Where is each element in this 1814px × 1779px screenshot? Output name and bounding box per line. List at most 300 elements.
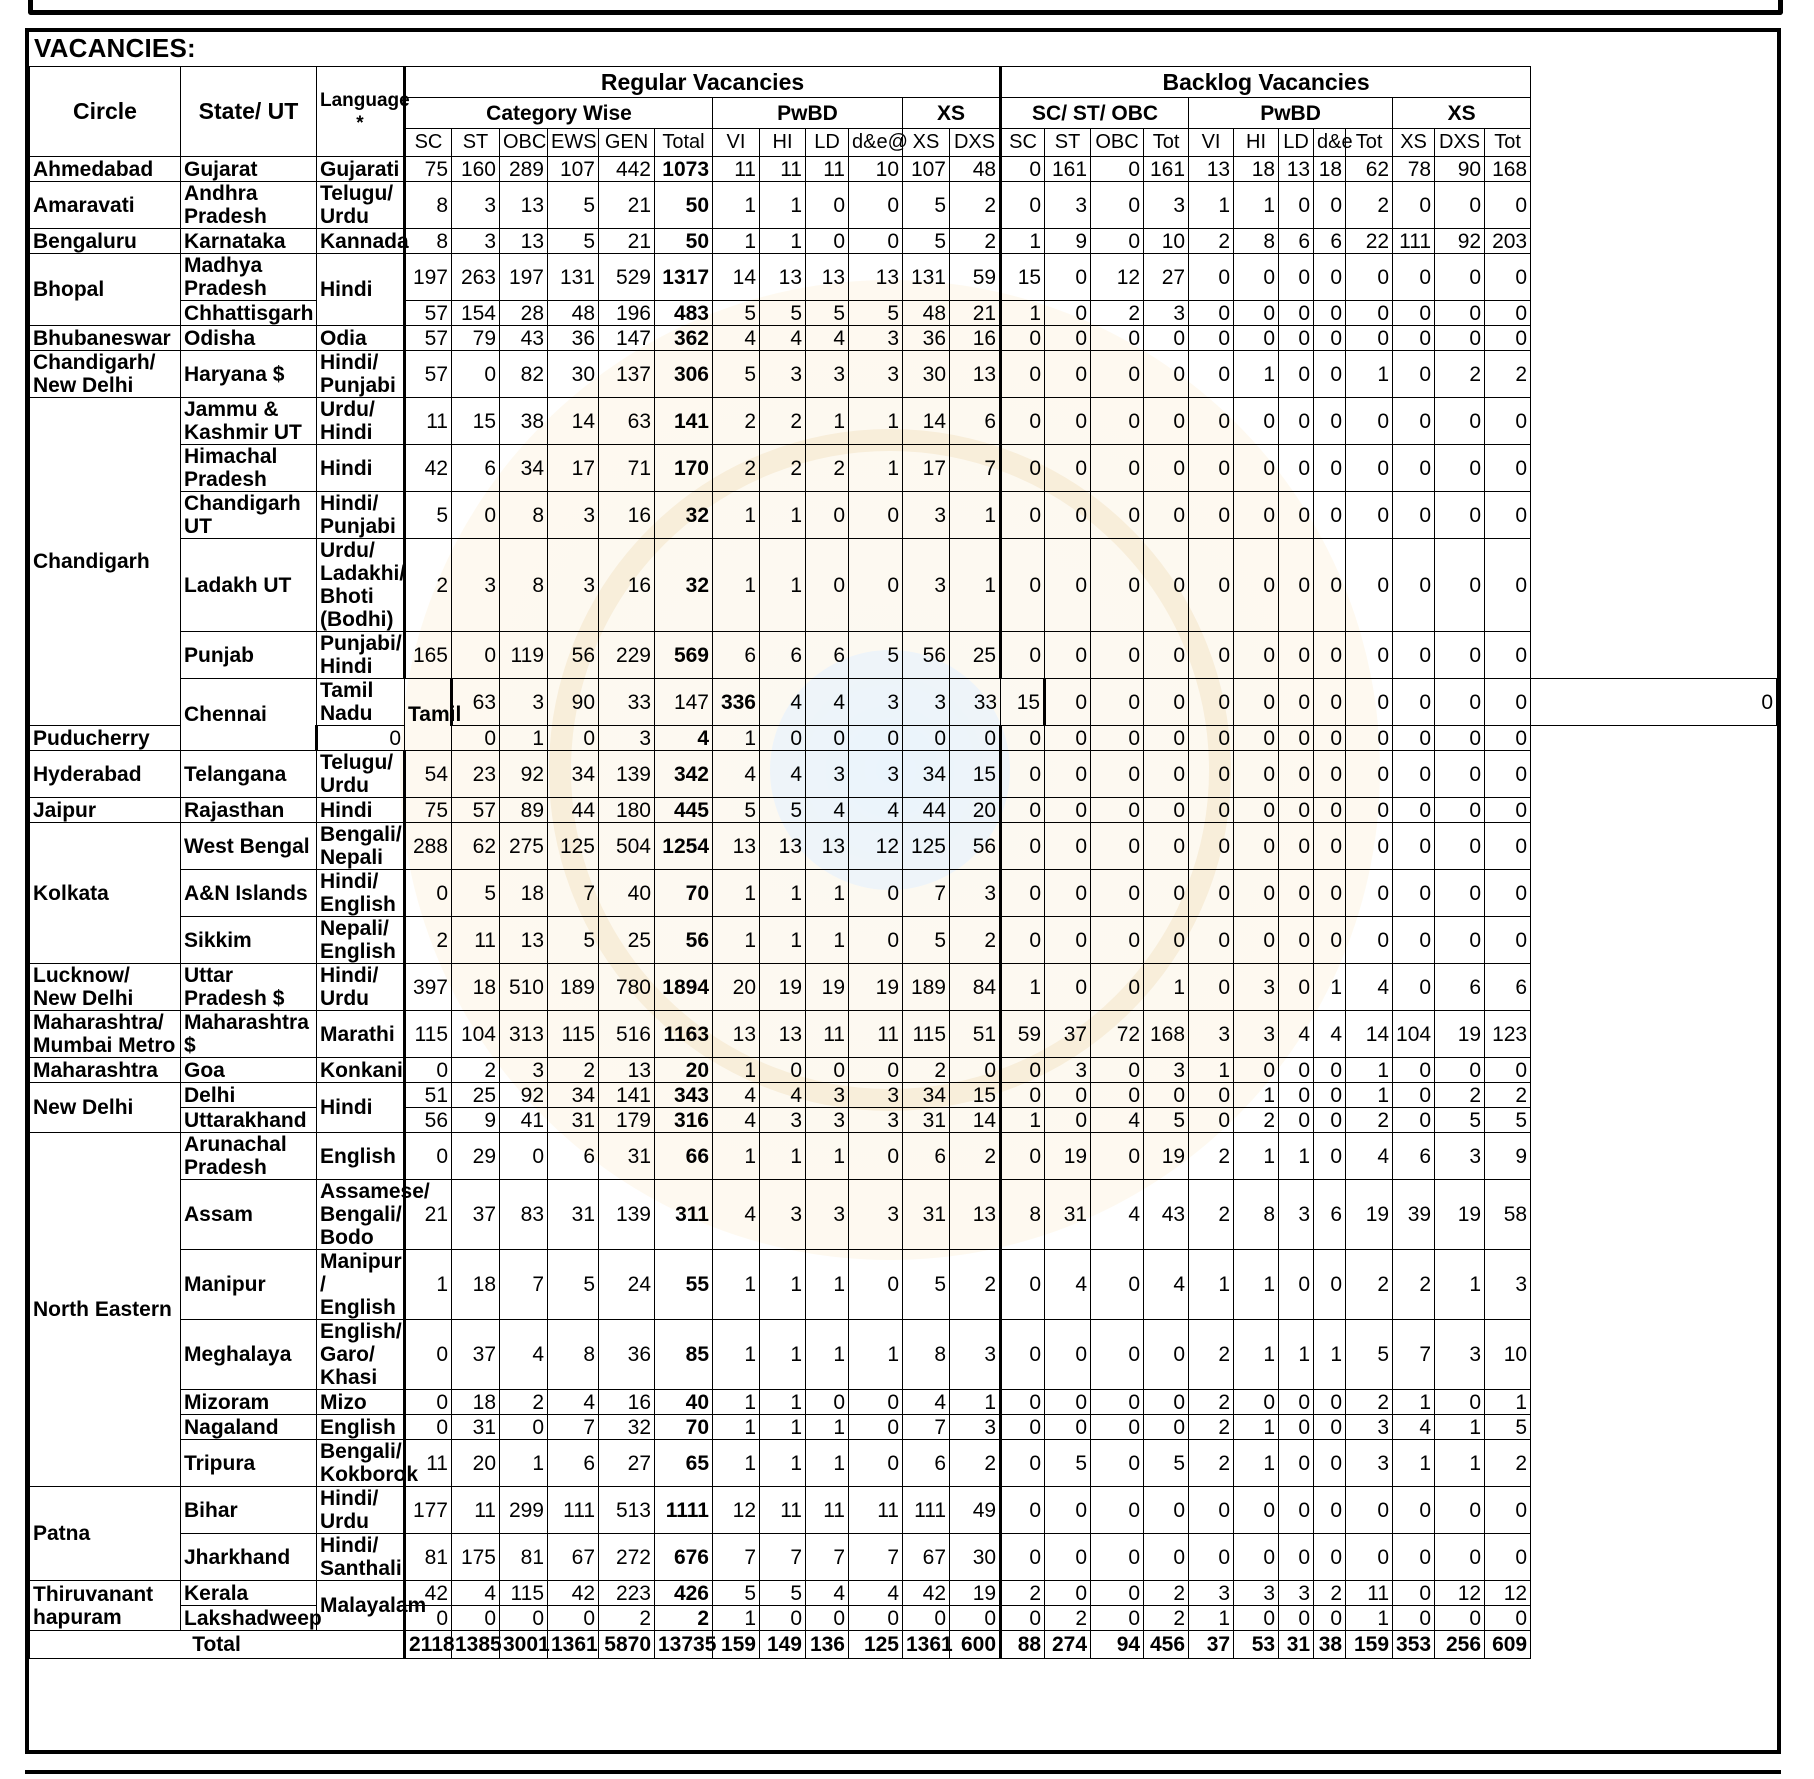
value-cell: 7	[806, 1534, 849, 1581]
table-row	[30, 1133, 1777, 1180]
value-cell: 28	[500, 301, 548, 326]
value-cell: 0	[1001, 182, 1045, 229]
value-cell: 7	[548, 1415, 599, 1440]
value-cell: 5	[1485, 1108, 1531, 1133]
value-cell: 8	[1234, 1180, 1279, 1250]
value-cell: 36	[548, 326, 599, 351]
value-cell: 42	[548, 1581, 599, 1606]
value-cell: 5	[1346, 1320, 1393, 1390]
value-cell: 0	[849, 1440, 903, 1487]
col-header: XS	[903, 129, 950, 157]
value-cell: 0	[1001, 1487, 1045, 1534]
value-cell: 18	[452, 1390, 500, 1415]
value-cell: 14	[950, 1108, 1001, 1133]
value-cell: 9	[452, 1108, 500, 1133]
value-cell: 14	[713, 254, 760, 301]
value-cell: 0	[1144, 1083, 1189, 1108]
value-cell: 9	[1045, 229, 1091, 254]
value-cell: 0	[500, 1415, 548, 1440]
value-cell: 0	[1279, 445, 1314, 492]
value-cell: 0	[500, 1606, 548, 1631]
state-cell: Tamil Nadu	[317, 679, 405, 726]
value-cell: 4	[806, 798, 849, 823]
total-value-cell: 2118	[405, 1631, 452, 1659]
col-header: LD	[1279, 129, 1314, 157]
value-cell: 1	[1346, 1083, 1393, 1108]
value-cell: 16	[599, 539, 655, 632]
value-cell: 19	[806, 964, 849, 1011]
value-cell: 2	[1189, 229, 1234, 254]
value-cell: 19	[1435, 1180, 1485, 1250]
value-cell: 0	[1314, 1083, 1346, 1108]
value-cell: 0	[1001, 326, 1045, 351]
value-cell: 0	[1144, 1415, 1189, 1440]
value-cell: 0	[1001, 539, 1045, 632]
value-cell: 0	[1091, 157, 1144, 182]
language-cell: Hindi	[317, 254, 405, 326]
col-header: SC	[1001, 129, 1045, 157]
value-cell: 0	[1189, 301, 1234, 326]
value-cell: 41	[500, 1108, 548, 1133]
value-cell: 54	[405, 751, 452, 798]
value-cell: 3	[1234, 1581, 1279, 1606]
value-cell: 0	[1045, 398, 1091, 445]
value-cell: 0	[1144, 870, 1189, 917]
col-header: GEN	[599, 129, 655, 157]
col-header: Tot	[1346, 129, 1393, 157]
value-cell: 9	[1485, 1133, 1531, 1180]
value-cell: 0	[1314, 798, 1346, 823]
state-cell: Lakshadweep	[181, 1606, 317, 1631]
value-cell: 2	[1045, 1606, 1091, 1631]
value-cell: 0	[1279, 870, 1314, 917]
value-cell: 0	[1314, 823, 1346, 870]
value-cell: 0	[1279, 726, 1314, 751]
value-cell: 21	[950, 301, 1001, 326]
value-cell: 57	[405, 351, 452, 398]
value-cell: 0	[950, 1058, 1001, 1083]
value-cell: 3	[849, 1083, 903, 1108]
value-cell: 0	[1393, 1534, 1435, 1581]
value-cell: 4	[713, 751, 760, 798]
value-cell: 0	[1314, 1415, 1346, 1440]
value-cell: 0	[405, 1390, 452, 1415]
value-cell: 111	[1393, 229, 1435, 254]
col-header: SC	[405, 129, 452, 157]
value-cell: 5	[548, 182, 599, 229]
value-cell: 31	[548, 1108, 599, 1133]
total-value-cell: 159	[713, 1631, 760, 1659]
value-cell: 139	[599, 1180, 655, 1250]
value-cell: 1	[849, 398, 903, 445]
value-cell: 1	[1435, 1250, 1485, 1320]
value-cell: 56	[405, 1108, 452, 1133]
value-cell: 362	[655, 326, 713, 351]
value-cell: 0	[1234, 917, 1279, 964]
value-cell: 2	[405, 539, 452, 632]
value-cell: 0	[1234, 823, 1279, 870]
language-cell: Hindi/ English	[317, 870, 405, 917]
table-row	[30, 1058, 1777, 1083]
value-cell: 63	[452, 679, 500, 726]
value-cell: 0	[1091, 1133, 1144, 1180]
value-cell: 0	[1435, 726, 1485, 751]
value-cell: 0	[1393, 798, 1435, 823]
value-cell: 17	[548, 445, 599, 492]
value-cell: 34	[548, 751, 599, 798]
value-cell: 4	[1091, 1108, 1144, 1133]
state-cell: Maharashtra $	[181, 1011, 317, 1058]
value-cell: 2	[760, 445, 806, 492]
value-cell: 0	[1393, 1108, 1435, 1133]
value-cell: 11	[806, 157, 849, 182]
value-cell: 0	[1393, 1606, 1435, 1631]
table-row	[30, 1320, 1777, 1390]
value-cell: 0	[1485, 398, 1531, 445]
value-cell: 0	[452, 1606, 500, 1631]
value-cell: 299	[500, 1487, 548, 1534]
value-cell: 12	[1485, 1581, 1531, 1606]
value-cell: 6	[713, 632, 760, 679]
value-cell: 39	[1393, 1180, 1435, 1250]
table-row	[30, 492, 1777, 539]
value-cell: 1	[713, 1606, 760, 1631]
value-cell: 5	[548, 229, 599, 254]
value-cell: 0	[1346, 492, 1393, 539]
value-cell: 3	[1346, 1440, 1393, 1487]
col-header: EWS	[548, 129, 599, 157]
value-cell: 1	[760, 229, 806, 254]
value-cell: 1	[806, 917, 849, 964]
value-cell: 0	[1091, 1487, 1144, 1534]
value-cell: 3	[950, 1320, 1001, 1390]
value-cell: 0	[1485, 492, 1531, 539]
value-cell: 336	[713, 679, 760, 726]
value-cell: 18	[452, 1250, 500, 1320]
value-cell: 84	[950, 964, 1001, 1011]
value-cell: 13	[599, 1058, 655, 1083]
value-cell: 1	[1001, 229, 1045, 254]
header-regular-vacancies: Regular Vacancies	[405, 67, 1001, 98]
value-cell: 13	[713, 1011, 760, 1058]
value-cell: 13	[1279, 157, 1314, 182]
value-cell: 197	[405, 254, 452, 301]
value-cell: 0	[1189, 823, 1234, 870]
table-row	[30, 182, 1777, 229]
total-value-cell: 94	[1091, 1631, 1144, 1659]
value-cell: 4	[500, 1320, 548, 1390]
value-cell: 342	[655, 751, 713, 798]
value-cell: 676	[655, 1534, 713, 1581]
table-row	[30, 445, 1777, 492]
value-cell: 0	[1314, 254, 1346, 301]
value-cell: 0	[317, 726, 405, 751]
value-cell: 5	[1144, 1440, 1189, 1487]
col-header: HI	[760, 129, 806, 157]
value-cell: 0	[1314, 539, 1346, 632]
value-cell: 2	[1189, 1440, 1234, 1487]
value-cell: 0	[1045, 1534, 1091, 1581]
circle-cell: North Eastern	[30, 1133, 181, 1487]
value-cell: 3	[849, 751, 903, 798]
table-row	[30, 1487, 1777, 1534]
value-cell: 0	[1045, 351, 1091, 398]
col-header: Tot	[1144, 129, 1189, 157]
value-cell: 0	[1435, 326, 1485, 351]
table-row	[30, 798, 1777, 823]
value-cell: 125	[548, 823, 599, 870]
value-cell: 123	[1485, 1011, 1531, 1058]
value-cell: 19	[1045, 1133, 1091, 1180]
col-header: LD	[806, 129, 849, 157]
value-cell: 0	[1001, 751, 1045, 798]
value-cell: 7	[903, 870, 950, 917]
header-state: State/ UT	[181, 67, 317, 157]
value-cell: 85	[655, 1320, 713, 1390]
value-cell: 1	[950, 539, 1001, 632]
value-cell: 5	[903, 229, 950, 254]
value-cell: 0	[1189, 1083, 1234, 1108]
value-cell: 89	[500, 798, 548, 823]
value-cell: 81	[405, 1534, 452, 1581]
value-cell: 0	[1234, 798, 1279, 823]
circle-cell: Chandigarh	[30, 398, 181, 726]
value-cell: 37	[452, 1320, 500, 1390]
value-cell: 0	[1346, 870, 1393, 917]
value-cell: 196	[599, 301, 655, 326]
total-value-cell: 456	[1144, 1631, 1189, 1659]
value-cell: 0	[1279, 1083, 1314, 1108]
value-cell: 0	[1144, 398, 1189, 445]
value-cell: 0	[1234, 398, 1279, 445]
bottom-rule	[25, 1770, 1781, 1774]
value-cell: 8	[405, 229, 452, 254]
value-cell: 6	[903, 1133, 950, 1180]
value-cell: 0	[1314, 182, 1346, 229]
value-cell: 275	[500, 823, 548, 870]
value-cell: 0	[1001, 1058, 1045, 1083]
value-cell: 0	[1279, 1108, 1314, 1133]
value-cell: 0	[1435, 182, 1485, 229]
table-row	[30, 539, 1777, 632]
value-cell: 4	[1091, 1180, 1144, 1250]
language-cell: Bengali/ Nepali	[317, 823, 405, 870]
language-cell: Malayalam	[317, 1581, 405, 1631]
value-cell: 2	[1189, 1320, 1234, 1390]
value-cell: 1	[806, 1133, 849, 1180]
value-cell: 2	[1189, 1133, 1234, 1180]
value-cell: 2	[1189, 1180, 1234, 1250]
value-cell: 27	[599, 1440, 655, 1487]
value-cell: 22	[1346, 229, 1393, 254]
value-cell: 27	[1144, 254, 1189, 301]
value-cell: 0	[903, 1606, 950, 1631]
value-cell: 0	[849, 870, 903, 917]
value-cell: 0	[1346, 751, 1393, 798]
value-cell: 5	[1485, 1415, 1531, 1440]
value-cell: 92	[500, 751, 548, 798]
value-cell: 14	[1346, 1011, 1393, 1058]
value-cell: 0	[1189, 1487, 1234, 1534]
value-cell: 3	[806, 1180, 849, 1250]
value-cell: 4	[849, 798, 903, 823]
value-cell: 160	[452, 157, 500, 182]
value-cell: 0	[849, 182, 903, 229]
value-cell: 107	[903, 157, 950, 182]
value-cell: 3	[452, 182, 500, 229]
value-cell: 1	[713, 917, 760, 964]
value-cell: 0	[1485, 1606, 1531, 1631]
value-cell: 32	[599, 1415, 655, 1440]
header-circle: Circle	[30, 67, 181, 157]
value-cell: 0	[1279, 182, 1314, 229]
value-cell: 5	[903, 1250, 950, 1320]
value-cell: 4	[713, 1108, 760, 1133]
value-cell: 30	[903, 351, 950, 398]
value-cell: 115	[500, 1581, 548, 1606]
table-row	[30, 1250, 1777, 1320]
value-cell: 92	[500, 1083, 548, 1108]
value-cell: 2	[1314, 1581, 1346, 1606]
value-cell: 92	[1435, 229, 1485, 254]
value-cell: 15	[950, 1083, 1001, 1108]
value-cell: 0	[1234, 632, 1279, 679]
state-cell: Meghalaya	[181, 1320, 317, 1390]
circle-cell: Maharashtra	[30, 1058, 181, 1083]
value-cell: 0	[1393, 351, 1435, 398]
value-cell: 0	[1346, 726, 1393, 751]
total-value-cell: 38	[1314, 1631, 1346, 1659]
value-cell: 5	[713, 1581, 760, 1606]
value-cell: 81	[500, 1534, 548, 1581]
value-cell: 0	[1279, 1534, 1314, 1581]
table-row	[30, 751, 1777, 798]
value-cell: 1	[1234, 1440, 1279, 1487]
value-cell: 6	[903, 1440, 950, 1487]
value-cell: 0	[1314, 870, 1346, 917]
value-cell: 3	[1144, 1058, 1189, 1083]
value-cell: 0	[1393, 492, 1435, 539]
value-cell: 11	[452, 917, 500, 964]
col-header: d&e@	[849, 129, 903, 157]
value-cell: 0	[1091, 964, 1144, 1011]
value-cell: 16	[599, 1390, 655, 1415]
value-cell: 445	[655, 798, 713, 823]
value-cell: 3	[452, 539, 500, 632]
col-header: DXS	[1435, 129, 1485, 157]
value-cell: 0	[1314, 1133, 1346, 1180]
value-cell: 1	[1234, 1083, 1279, 1108]
value-cell: 2	[950, 917, 1001, 964]
value-cell: 0	[1279, 751, 1314, 798]
value-cell: 442	[599, 157, 655, 182]
value-cell: 170	[655, 445, 713, 492]
value-cell: 5	[713, 351, 760, 398]
value-cell: 0	[1001, 1133, 1045, 1180]
value-cell: 44	[548, 798, 599, 823]
value-cell: 1	[713, 870, 760, 917]
value-cell: 12	[849, 823, 903, 870]
value-cell: 11	[405, 1440, 452, 1487]
value-cell: 0	[405, 1415, 452, 1440]
value-cell: 0	[1346, 301, 1393, 326]
value-cell: 0	[1001, 398, 1045, 445]
value-cell: 4	[713, 1083, 760, 1108]
value-cell: 7	[760, 1534, 806, 1581]
value-cell: 11	[760, 157, 806, 182]
total-value-cell: 125	[849, 1631, 903, 1659]
value-cell: 75	[405, 798, 452, 823]
table-row	[30, 679, 1777, 726]
value-cell: 1	[1393, 1440, 1435, 1487]
value-cell: 13	[500, 917, 548, 964]
value-cell: 0	[1189, 632, 1234, 679]
state-cell: Chhattisgarh	[181, 301, 317, 326]
value-cell: 0	[1234, 751, 1279, 798]
value-cell: 0	[1189, 351, 1234, 398]
value-cell: 31	[452, 1415, 500, 1440]
value-cell: 0	[452, 351, 500, 398]
value-cell: 0	[1234, 445, 1279, 492]
value-cell: 1	[1234, 1250, 1279, 1320]
value-cell: 137	[599, 351, 655, 398]
value-cell: 0	[1346, 823, 1393, 870]
total-value-cell: 1361	[548, 1631, 599, 1659]
circle-cell: Bhopal	[30, 254, 181, 326]
value-cell: 125	[903, 823, 950, 870]
language-cell: Kannada	[317, 229, 405, 254]
value-cell: 0	[1279, 632, 1314, 679]
value-cell: 0	[1279, 964, 1314, 1011]
value-cell: 0	[1091, 492, 1144, 539]
col-header: OBC	[500, 129, 548, 157]
state-cell: West Bengal	[181, 823, 317, 870]
value-cell: 0	[1144, 1534, 1189, 1581]
value-cell: 0	[1314, 351, 1346, 398]
value-cell: 3	[849, 679, 903, 726]
value-cell: 36	[903, 326, 950, 351]
value-cell: 90	[1435, 157, 1485, 182]
value-cell: 4	[760, 326, 806, 351]
value-cell: 82	[500, 351, 548, 398]
value-cell: 5	[760, 301, 806, 326]
value-cell: 313	[500, 1011, 548, 1058]
value-cell: 25	[599, 917, 655, 964]
value-cell: 0	[1346, 917, 1393, 964]
value-cell: 0	[849, 492, 903, 539]
value-cell: 7	[500, 1250, 548, 1320]
value-cell: 0	[1393, 301, 1435, 326]
value-cell: 0	[1346, 326, 1393, 351]
value-cell: 1	[500, 726, 548, 751]
value-cell: 0	[1279, 1440, 1314, 1487]
value-cell: 0	[1279, 1390, 1314, 1415]
value-cell: 0	[1091, 823, 1144, 870]
value-cell: 3	[806, 1083, 849, 1108]
top-frame	[28, 0, 1783, 15]
value-cell: 0	[1435, 445, 1485, 492]
value-cell: 0	[849, 1606, 903, 1631]
value-cell: 4	[713, 1180, 760, 1250]
value-cell: 115	[405, 1011, 452, 1058]
value-cell: 0	[1314, 445, 1346, 492]
value-cell: 3	[1189, 1011, 1234, 1058]
value-cell: 0	[1279, 823, 1314, 870]
state-cell: Haryana $	[181, 351, 317, 398]
value-cell: 2	[548, 1058, 599, 1083]
value-cell: 0	[1045, 751, 1091, 798]
value-cell: 0	[1393, 445, 1435, 492]
